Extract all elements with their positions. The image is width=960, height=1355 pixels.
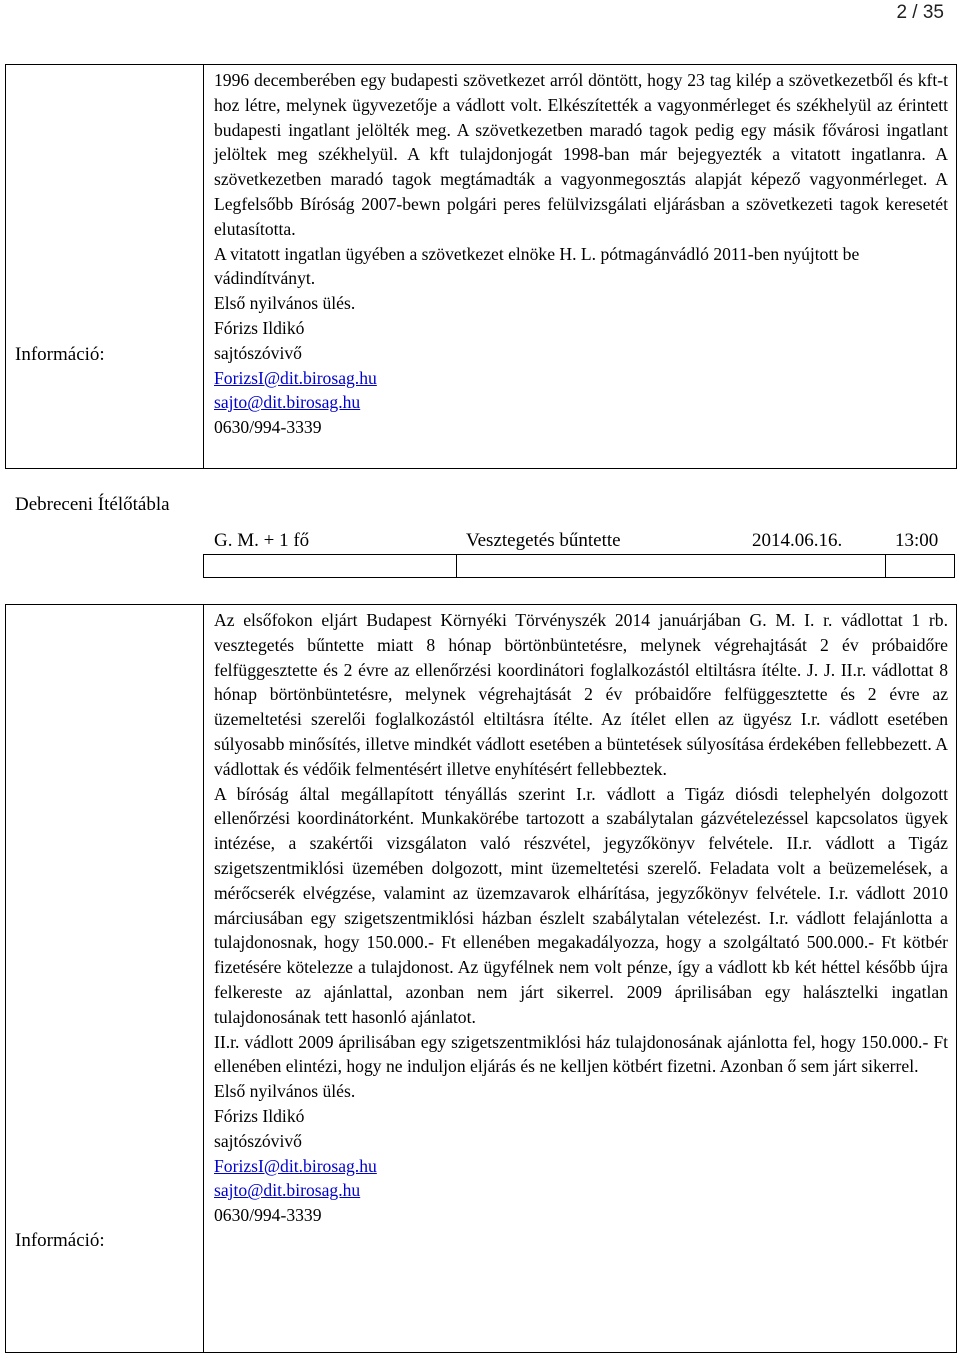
email-link[interactable]: ForizsI@dit.birosag.hu [214,367,377,388]
case-row-edge [954,554,955,578]
info-table-1-divider [203,64,204,468]
info-paragraph: 1996 decemberében egy budapesti szövetkezet arról döntött, hogy 23 tag kilép a szövetkezetből és kft-t hoz létre, melynek ügyvezetője a vádlott volt. Elkészítették a vagyonmérleget és székhelyül az érintett budapesti ingatlant jelölték meg. A szövetkezetben maradó tagok pedig egy másik fővárosi ingatlant jelöltek meg székhelyül. A kft tulajdonjogát 1998-ban már bejegyezték a vitatott ingatlanra. A szövetkezetben maradó tagok megtámadták a vagyonmegosztás alapját képező vagyonmérleget. A Legfelsőbb Bíróság 2007-bewn polgári peres felülvizsgálati eljárásban a szövetkezeti tagok keresetét elutasította. [214,70,948,239]
case-row-edge [203,554,204,578]
contact-name: Fórizs Ildikó [214,1105,305,1126]
info-label-1: Információ: [15,344,105,365]
info-label-2: Információ: [15,1230,105,1251]
case-row-divider [456,554,457,578]
case-date: 2014.06.16. [752,530,843,551]
info-paragraph: A bíróság által megállapított tényállás szerint I.r. vádlott a Tigáz diósdi telephelyén dolgozott ellenőrzési koordinátorként. Munkakörébe tartozott a szabálytalan gázvételezéssel kapcsolatos ügyek intézése, a szakértői vizsgálaton való részvétel, jegyzőkönyv felvétele. II.r. vádlott a Tigáz szigetszentmiklósi üzemében dolgozott, mint üzemeltetési szerelő. Feladata volt a beüzemelések, a mérőcserék elvégzése, valamint az üzemzavarok elhárítása, jegyzőkönyv felvétele. I.r. vádlott 2010 márciusában egy szigetszentmiklósi házban észlelt szabálytalan vételezést. I.r. vádlott felajánlotta a tulajdonosnak, hogy 150.000.- Ft ellenében megakadályozza, hogy a szolgáltató 500.000.- Ft kötbér fizetésére kötelezze a tulajdonost. Az ügyfélnek nem volt pénze, így a vádlott kb két héttel később újra felkereste az ajánlattal, azonban nem járt sikerrel. 2009 áprilisában egy halásztelki ingatlan tulajdonosának tett hasonló ajánlatot. [214,783,948,1027]
info-text-2 [214,608,948,1228]
case-defendant: G. M. + 1 fő [214,530,310,551]
info-text-1 [214,68,948,440]
email-link[interactable]: ForizsI@dit.birosag.hu [214,1155,377,1176]
contact-phone: 0630/994-3339 [214,1205,322,1226]
page-number: 2 / 35 [896,2,944,23]
contact-phone: 0630/994-3339 [214,417,322,438]
contact-role: sajtószóvivő [214,342,302,363]
case-row-bottom [203,577,955,578]
contact-name: Fórizs Ildikó [214,317,305,338]
info-paragraph: A vitatott ingatlan ügyében a szövetkezet elnöke H. L. pótmagánvádló 2011-ben nyújtott be vádindítványt. [214,243,860,289]
case-row-divider [885,554,886,578]
email-link[interactable]: sajto@dit.birosag.hu [214,1180,361,1201]
info-paragraph: II.r. vádlott 2009 áprilisában egy szigetszentmiklósi ház tulajdonosának ajánlotta fel, hogy 150.000.- Ft ellenében elintézi, hogy ne induljon eljárás és ne kelljen kötbért fizetni. Azonban ő sem járt sikerrel. [214,1031,948,1077]
hearing-note: Első nyilvános ülés. [214,293,356,314]
case-time: 13:00 [895,530,939,551]
info-table-2-divider [203,604,204,1352]
case-charge: Vesztegetés bűntette [466,530,621,551]
case-row-underline [203,554,955,555]
email-link[interactable]: sajto@dit.birosag.hu [214,392,361,413]
contact-role: sajtószóvivő [214,1130,302,1151]
info-paragraph: Az elsőfokon eljárt Budapest Környéki Törvényszék 2014 januárjában G. M. I. r. vádlottat 1 rb. vesztegetés bűntette miatt 8 hónap börtönbüntetésre, melynek végrehajtását 2 év próbaidőre felfüggesztette és 2 évre az ellenőrzési koordinátori foglalkozástól eltiltásra ítélte. J. J. II.r. vádlottat 8 hónap börtönbüntetésre, melynek végrehajtását 2 év próbaidőre felfüggesztette és 2 évre az üzemeltetési szerelői foglalkozástól eltiltásra ítélte. Az ítélet ellen az ügyész I.r. vádlott esetében súlyosabb minősítés, illetve mindkét vádlott esetében a büntetések súlyosítása érdekében fellebbezett. A vádlottak és védőik felmentésért illetve enyhítésért fellebbeztek. [214,610,948,779]
court-section-title: Debreceni Ítélőtábla [15,494,170,515]
hearing-note: Első nyilvános ülés. [214,1081,356,1102]
